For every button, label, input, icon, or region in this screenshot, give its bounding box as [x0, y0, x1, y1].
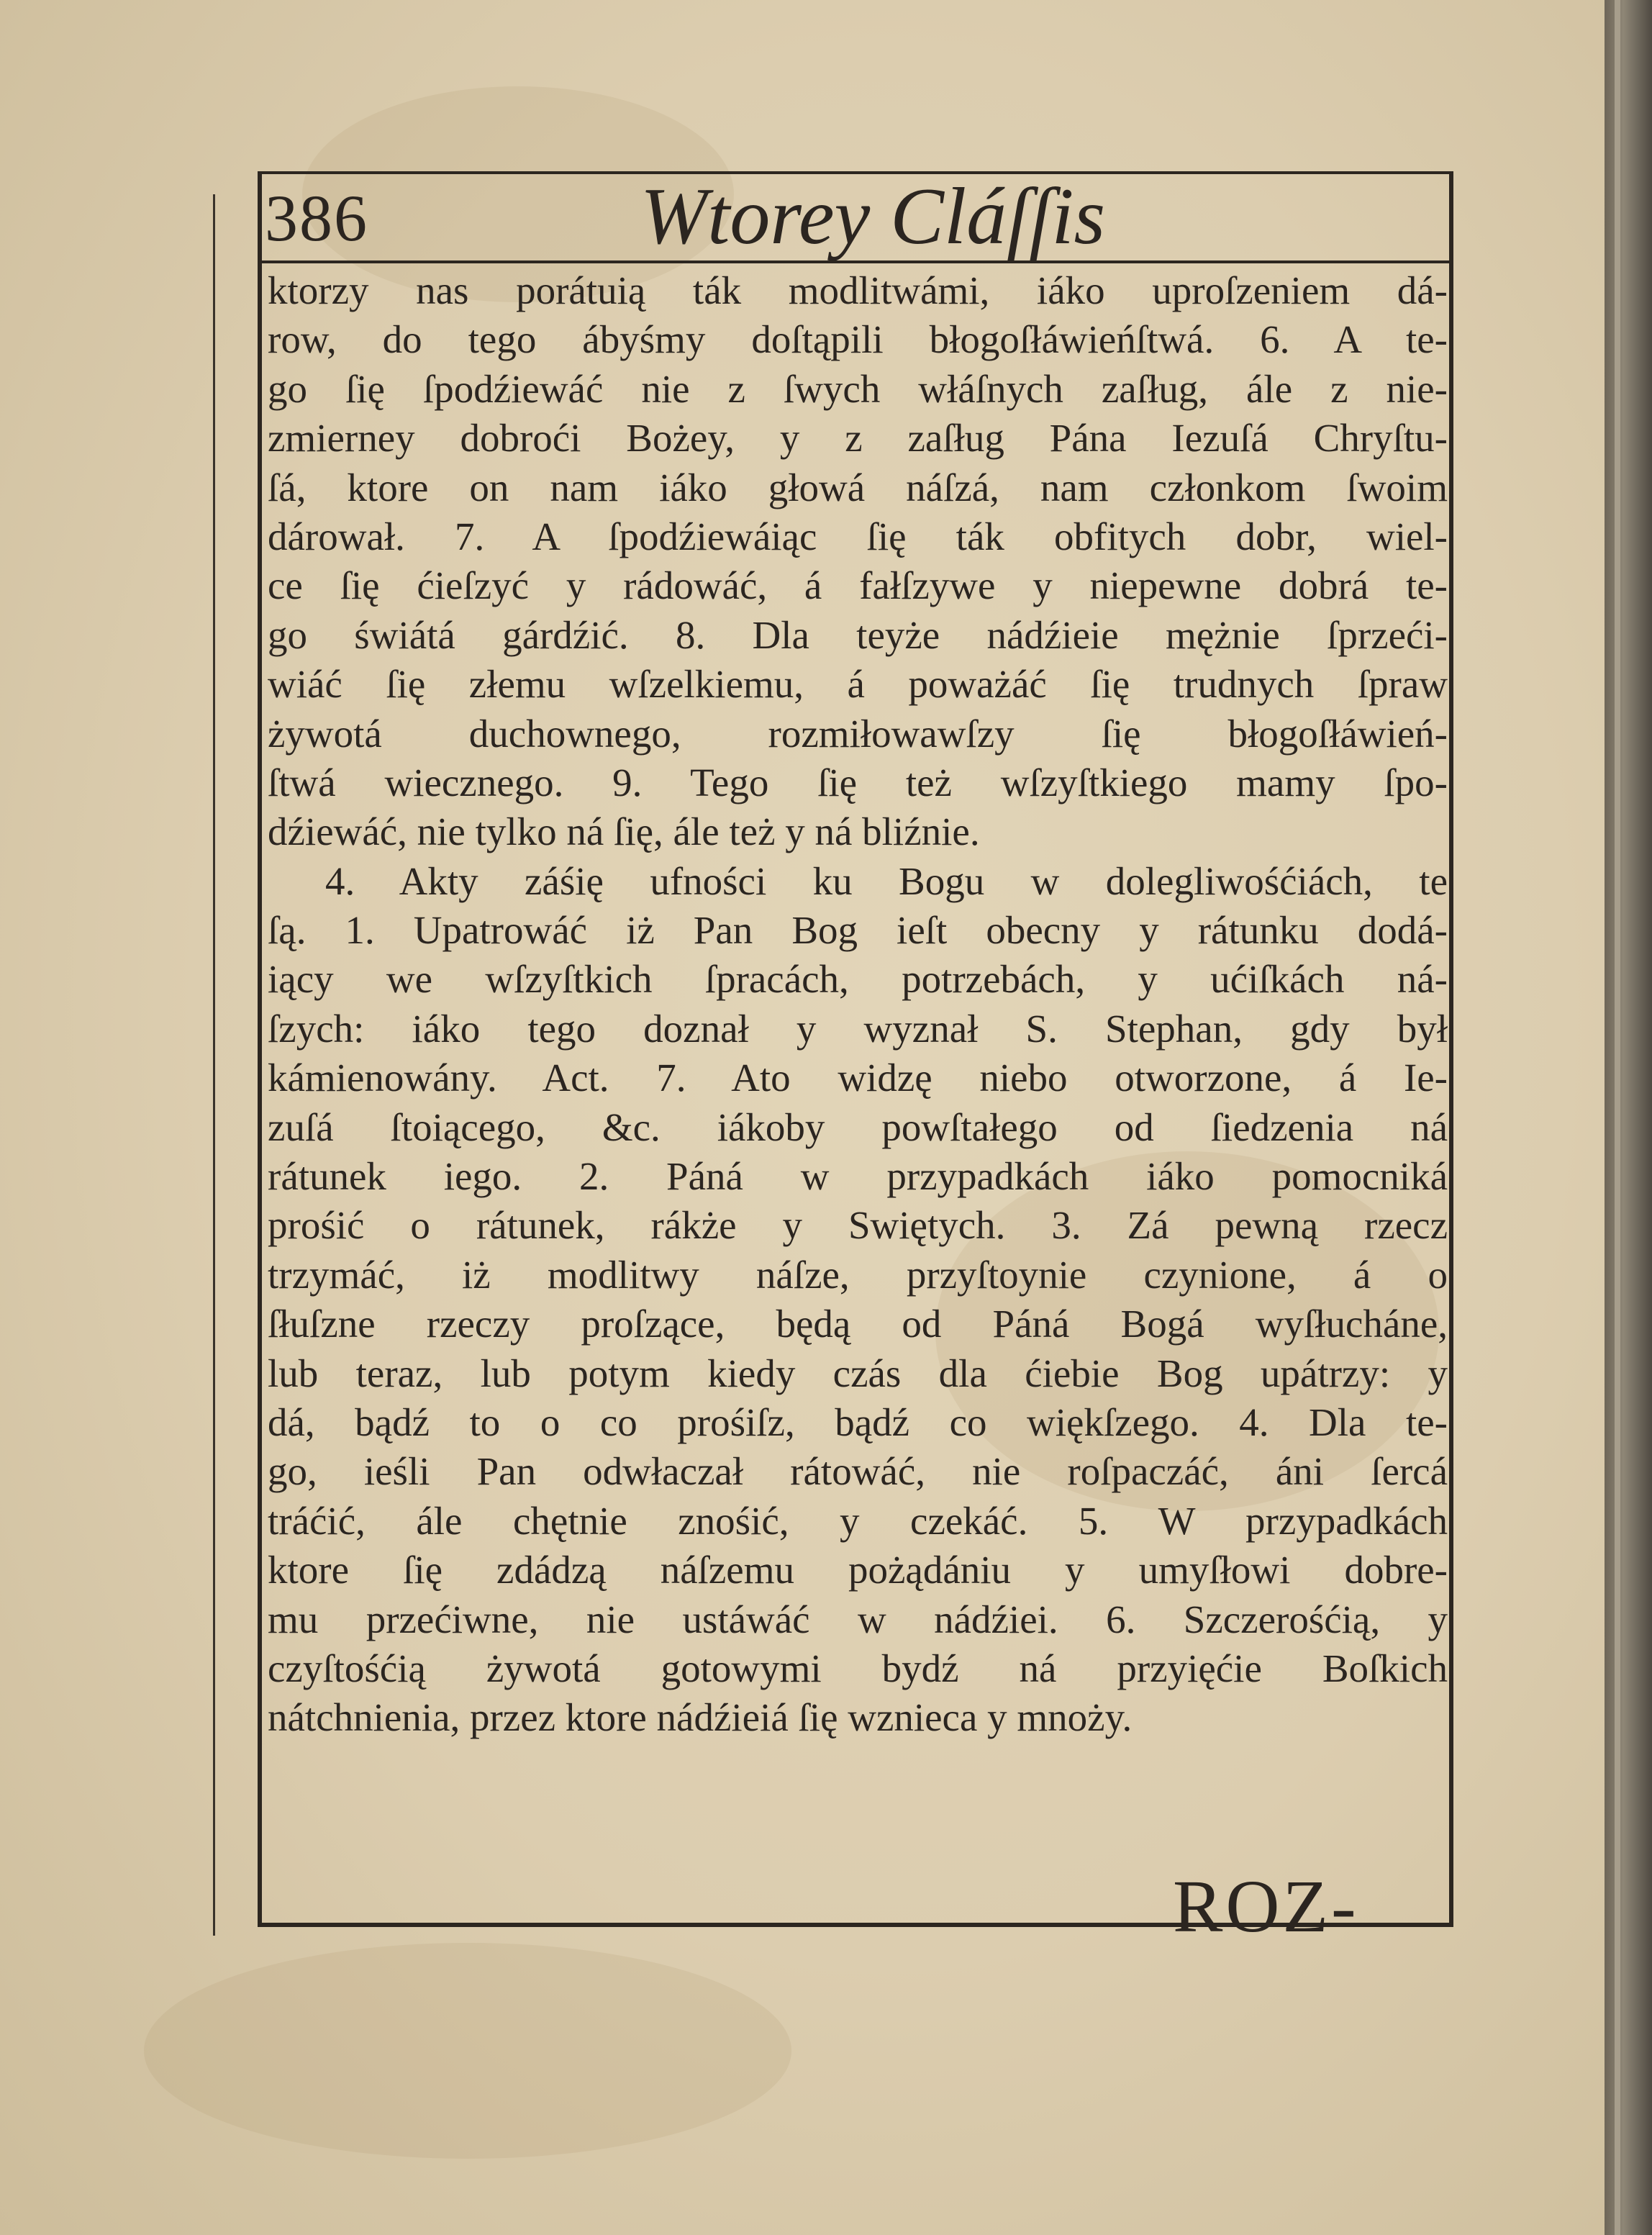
text-line: ce ſię ćieſzyć y rádowáć, á fałſzywe y niepewne dobrá te-: [268, 563, 1448, 608]
text-line: kámienowány. Act. 7. Ato widzę niebo otworzone, á Ie-: [268, 1056, 1448, 1100]
page-gutter-edge: [1605, 0, 1652, 2235]
text-line: dá, bądź to o co prośiſz, bądź co więkſzego. 4. Dla te-: [268, 1400, 1448, 1444]
text-line: ſtwá wiecznego. 9. Tego ſię też wſzyſtkiego mamy ſpo-: [268, 760, 1448, 804]
text-line: żywotá duchownego, rozmiłowawſzy ſię błogoſłáwień-: [268, 711, 1448, 756]
text-line: lub teraz, lub potym kiedy czás dla ćiebie Bog upátrzy: y: [268, 1351, 1448, 1395]
text-line: czyſtośćią żywotá gotowymi bydź ná przyięćie Boſkich: [268, 1646, 1448, 1690]
running-title: Wtorey Cláſſis: [640, 172, 1106, 261]
text-line: zuſá ſtoiącego, &c. iákoby powſtałego od ſiedzenia ná: [268, 1105, 1448, 1149]
text-line: ktorzy nas porátuią ták modlitwámi, iáko uproſzeniem dá-: [268, 268, 1448, 312]
text-line: trzymáć, iż modlitwy náſze, przyſtoynie czynione, á o: [268, 1252, 1448, 1297]
text-line: go świátá gárdźić. 8. Dla teyże nádźieie mężnie ſprzeći-: [268, 612, 1448, 657]
text-line: ſzych: iáko tego doznał y wyznał S. Stephan, gdy był: [268, 1006, 1448, 1051]
text-line: ſą. 1. Upatrowáć iż Pan Bog ieſt obecny y rátunku dodá-: [268, 908, 1448, 953]
text-line: row, do tego ábyśmy doſtąpili błogoſłáwieńſtwá. 6. A te-: [268, 317, 1448, 362]
text-line: tráćić, ále chętnie znośić, y czekáć. 5. W przypadkách: [268, 1498, 1448, 1543]
body-text: [268, 266, 1448, 1743]
text-line: zmierney dobroći Bożey, y z zaſług Pána Iezuſá Chryſtu-: [268, 416, 1448, 461]
text-line: dźiewáć, nie tylko ná ſię, ále też y ná bliźnie.: [268, 810, 980, 854]
text-line: ktore ſię zdádzą náſzemu pożądániu y umyſłowi dobre-: [268, 1548, 1448, 1592]
text-line: dárował. 7. A ſpodźiewáiąc ſię ták obfitych dobr, wiel-: [268, 514, 1448, 558]
text-line: iący we wſzyſtkich ſpracách, potrzebách, y ućiſkách ná-: [268, 957, 1448, 1002]
text-line: mu przećiwne, nie ustáwáć w nádźiei. 6. Szczerośćią, y: [268, 1597, 1448, 1641]
text-line: go, ieśli Pan odwłaczał rátowáć, nie roſpaczáć, áni ſercá: [268, 1449, 1448, 1494]
text-line: rátunek iego. 2. Páná w przypadkách iáko pomocniká: [268, 1154, 1448, 1199]
text-line: 4. Akty záśię ufności ku Bogu w dolegliwośćiách, te: [325, 858, 1448, 903]
text-line: wiáć ſię złemu wſzelkiemu, á poważáć ſię trudnych ſpraw: [268, 662, 1448, 707]
margin-rule: [213, 194, 215, 1936]
text-line: prośić o rátunek, rákże y Swiętych. 3. Zá pewną rzecz: [268, 1203, 1448, 1248]
text-line: ſłuſzne rzeczy proſzące, będą od Páná Bogá wyſłucháne,: [268, 1302, 1448, 1346]
text-line: ſá, ktore on nam iáko głowá náſzá, nam członkom ſwoim: [268, 465, 1448, 509]
paper-stain: [144, 1943, 791, 2159]
text-line: nátchnienia, przez ktore nádźieiá ſię wznieca y mnoży.: [268, 1695, 1133, 1740]
page-number: 386: [265, 181, 368, 255]
page-fold: [1615, 0, 1620, 2235]
catchword: ROZ-: [1173, 1865, 1359, 1948]
text-line: go ſię ſpodźiewáć nie z ſwych włáſnych zaſług, ále z nie-: [268, 366, 1448, 411]
